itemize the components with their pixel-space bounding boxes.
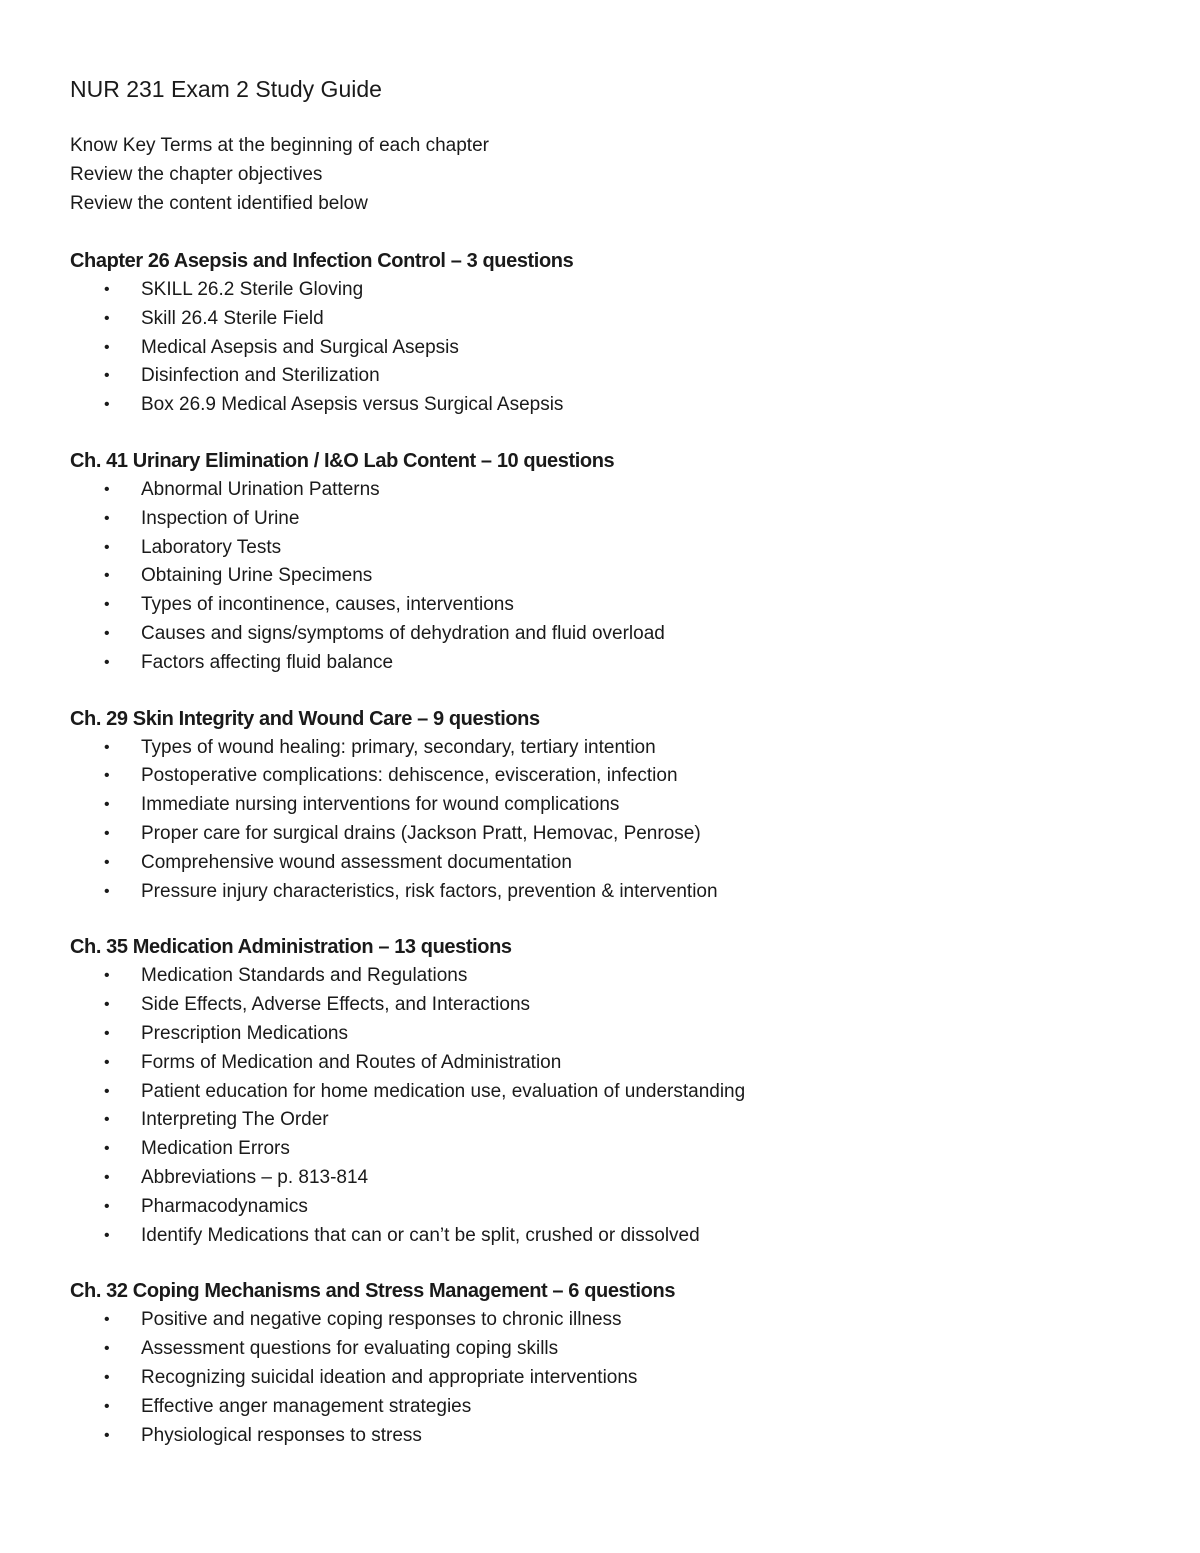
topic-list-item [70,1422,1130,1451]
bullet-icon: • [104,653,110,671]
topic-text: SKILL 26.2 Sterile Gloving [141,279,364,300]
topic-list-item [70,1193,1130,1222]
bullet-icon: • [104,538,110,556]
topic-list-item [70,276,1130,305]
topic-text: Positive and negative coping responses to chronic illness [141,1309,622,1331]
topic-text: Skill 26.4 Sterile Field [141,307,324,329]
bullet-icon: • [104,396,110,414]
topic-text: Immediate nursing interventions for wound complications [141,794,620,816]
topic-text: Causes and signs/symptoms of dehydration and fluid overload [141,622,665,644]
bullet-icon: • [104,1311,110,1329]
topic-text: Disinfection and Sterilization [141,365,380,387]
topic-list-item [70,1078,1130,1107]
topic-text: Postoperative complications: dehiscence, evisceration, infection [141,765,678,787]
topic-list-item [70,878,1130,907]
section-heading: Chapter 26 Asepsis and Infection Control – 3 questions [70,250,574,272]
topic-list-item [70,734,1130,763]
topic-text: Side Effects, Adverse Effects, and Interactions [141,994,531,1016]
topic-text: Abnormal Urination Patterns [141,478,380,500]
topic-list-item [70,1364,1130,1393]
bullet-icon: • [104,1397,110,1415]
bullet-icon: • [104,1024,110,1042]
bullet-icon: • [104,1053,110,1071]
topic-text: Pressure injury characteristics, risk factors, prevention & intervention [141,880,718,902]
topic-text: Identify Medications that can or can’t be split, crushed or dissolved [141,1224,700,1246]
topic-list-item [70,391,1130,420]
topic-text: Recognizing suicidal ideation and appropriate interventions [141,1366,638,1388]
bullet-icon: • [104,1197,110,1215]
bullet-icon: • [104,1140,110,1158]
bullet-icon: • [104,281,110,298]
intro-line: Review the chapter objectives [70,164,323,185]
bullet-icon: • [104,1082,110,1100]
topic-list-item [70,649,1130,678]
chapter-section [70,447,1130,678]
bullet-icon: • [104,738,110,756]
topic-text: Laboratory Tests [141,536,282,558]
bullet-icon: • [104,853,110,871]
chapter-section [70,705,1130,907]
topic-list-item [70,534,1130,563]
topic-list-item [70,362,1130,391]
bullet-icon: • [104,509,110,527]
topic-list [70,476,1130,678]
chapter-section [70,1277,1130,1450]
topic-text: Prescription Medications [141,1022,348,1044]
topic-list-item [70,1306,1130,1335]
bullet-icon: • [104,480,110,498]
topic-text: Factors affecting fluid balance [141,651,394,673]
section-heading: Ch. 29 Skin Integrity and Wound Care – 9 questions [70,707,540,730]
topic-list-item [70,305,1130,334]
bullet-icon: • [104,567,110,585]
chapter-sections [70,247,1130,1450]
topic-list-item [70,620,1130,649]
intro-line: Know Key Terms at the beginning of each chapter [70,135,489,156]
topic-list-item [70,334,1130,363]
section-heading: Ch. 32 Coping Mechanisms and Stress Management – 6 questions [70,1280,676,1303]
topic-text: Obtaining Urine Specimens [141,565,373,587]
topic-text: Proper care for surgical drains (Jackson Pratt, Hemovac, Penrose) [141,822,701,844]
topic-text: Assessment questions for evaluating coping skills [141,1338,559,1360]
intro-instructions [70,131,1130,218]
topic-list-item [70,1335,1130,1364]
topic-list-item [70,1049,1130,1078]
topic-list-item [70,820,1130,849]
topic-list [70,276,1130,420]
topic-text: Types of incontinence, causes, interventions [141,594,514,616]
topic-list-item [70,1164,1130,1193]
topic-text: Medication Standards and Regulations [141,965,468,987]
section-heading: Ch. 35 Medication Administration – 13 questions [70,936,512,959]
bullet-icon: • [104,1111,110,1129]
topic-list [70,734,1130,907]
document-title: NUR 231 Exam 2 Study Guide [70,76,382,102]
topic-list-item [70,1106,1130,1135]
topic-list-item [70,962,1130,991]
bullet-icon: • [104,1168,110,1186]
bullet-icon: • [104,1340,110,1358]
topic-list [70,962,1130,1250]
topic-text: Box 26.9 Medical Asepsis versus Surgical Asepsis [141,394,564,416]
topic-text: Comprehensive wound assessment documentation [141,851,572,873]
bullet-icon: • [104,309,110,327]
topic-list-item [70,591,1130,620]
topic-list [70,1306,1130,1450]
topic-text: Inspection of Urine [141,507,300,529]
section-heading: Ch. 41 Urinary Elimination / I&O Lab Content – 10 questions [70,449,615,472]
topic-list-item [70,762,1130,791]
bullet-icon: • [104,882,110,900]
topic-list-item [70,505,1130,534]
bullet-icon: • [104,967,110,985]
topic-text: Interpreting The Order [141,1109,329,1131]
bullet-icon: • [104,624,110,642]
topic-list-item [70,849,1130,878]
bullet-icon: • [104,796,110,814]
topic-list-item [70,1222,1130,1251]
topic-text: Medical Asepsis and Surgical Asepsis [141,336,459,358]
chapter-section [70,933,1130,1250]
topic-list-item [70,1393,1130,1422]
bullet-icon: • [104,367,110,385]
topic-list-item [70,791,1130,820]
bullet-icon: • [104,1426,110,1444]
topic-text: Abbreviations – p. 813-814 [141,1166,369,1188]
topic-text: Types of wound healing: primary, secondary, tertiary intention [141,736,656,758]
topic-list-item [70,1135,1130,1164]
topic-text: Forms of Medication and Routes of Administration [141,1051,562,1073]
bullet-icon: • [104,596,110,614]
topic-text: Pharmacodynamics [141,1195,308,1217]
topic-list-item [70,1020,1130,1049]
document-page [70,74,1130,1477]
topic-text: Patient education for home medication use, evaluation of understanding [141,1080,746,1102]
bullet-icon: • [104,824,110,842]
topic-text: Medication Errors [141,1138,290,1160]
intro-line: Review the content identified below [70,193,368,214]
bullet-icon: • [104,1226,110,1244]
topic-text: Physiological responses to stress [141,1424,422,1446]
topic-list-item [70,562,1130,591]
topic-list-item [70,476,1130,505]
bullet-icon: • [104,996,110,1014]
bullet-icon: • [104,338,110,356]
topic-text: Effective anger management strategies [141,1395,472,1417]
chapter-section [70,247,1130,420]
topic-list-item [70,991,1130,1020]
bullet-icon: • [104,1368,110,1386]
bullet-icon: • [104,767,110,785]
